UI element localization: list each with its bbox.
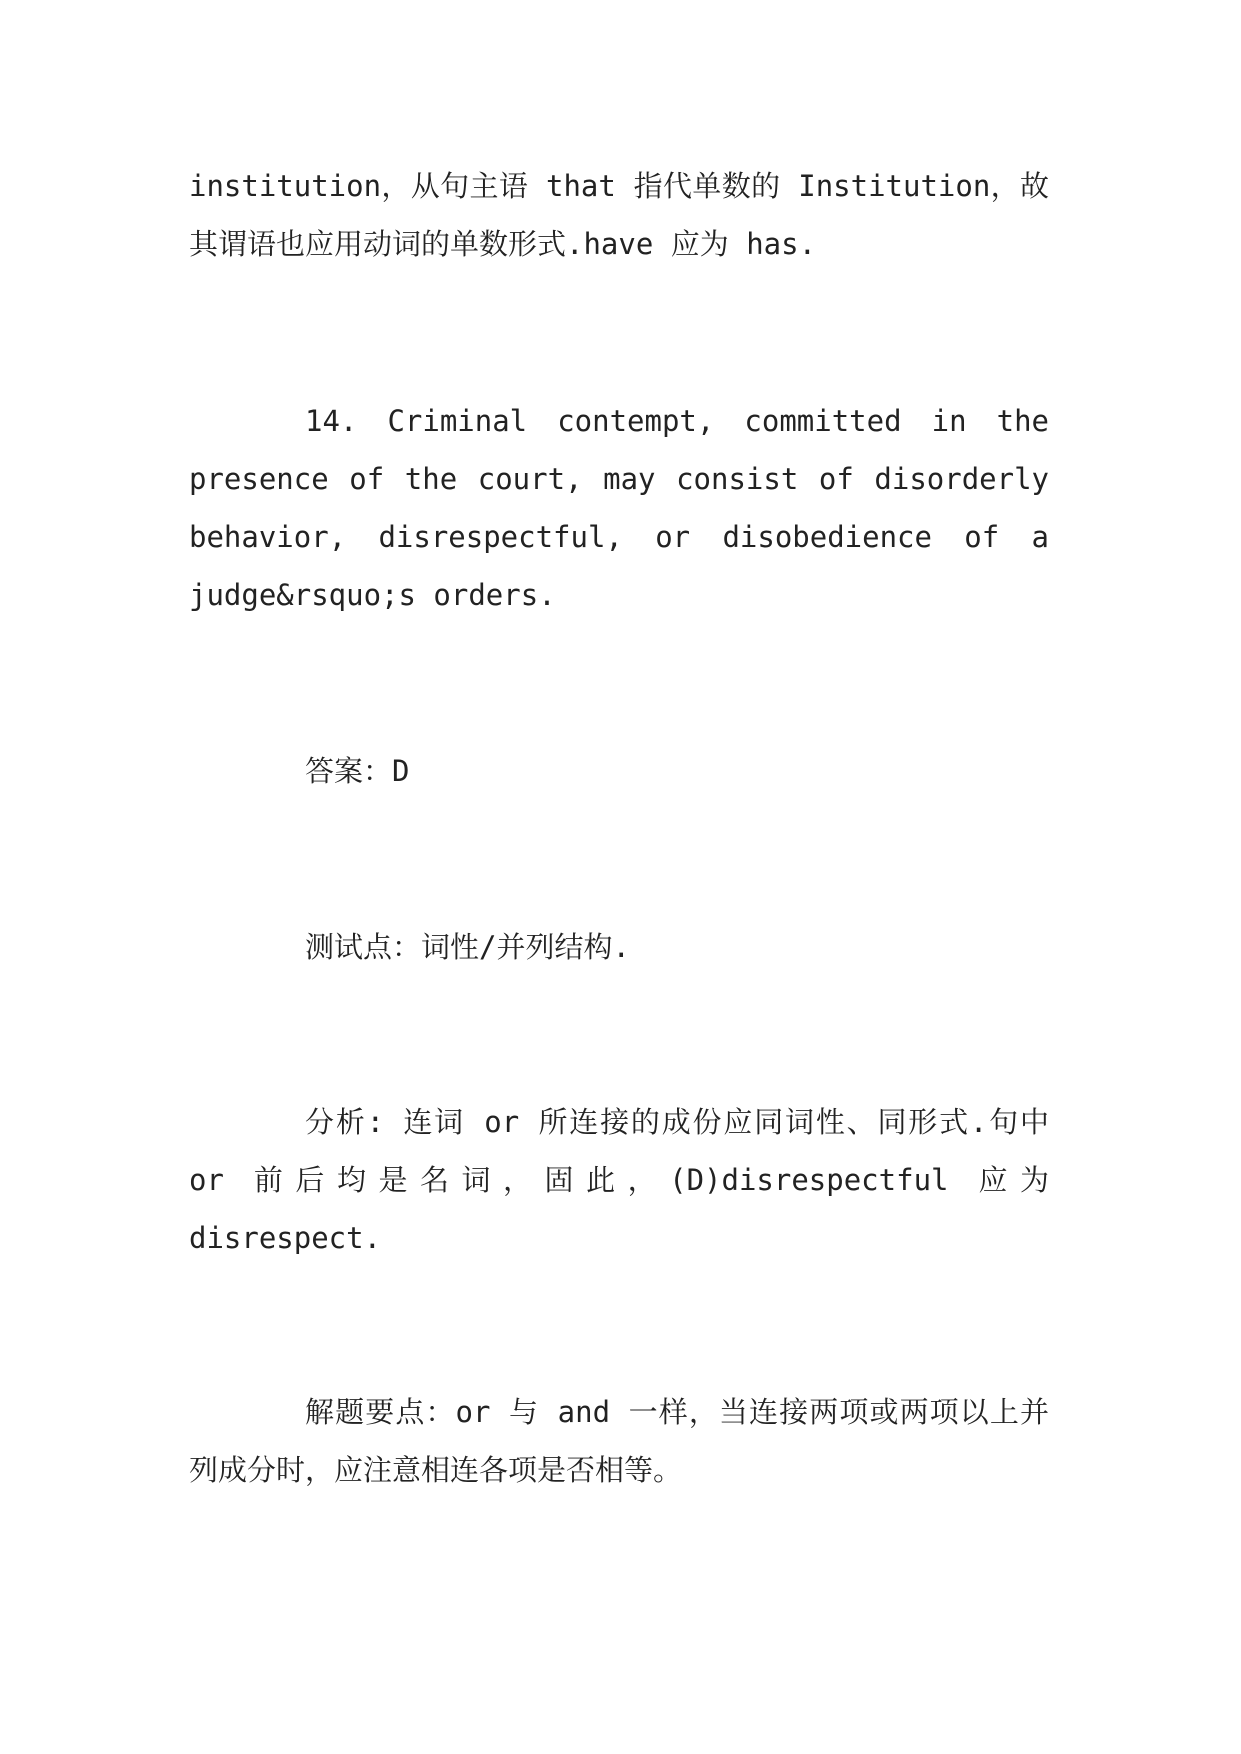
paragraph-test-point: 测试点：词性/并列结构.: [305, 930, 630, 964]
paragraph-analysis: 分析: 连词 or 所连接的成份应同词性、同形式.句中 or 前后均是名词，固此，(D)disrespectful 应为 disrespect.: [189, 1105, 1049, 1255]
paragraph-key-points: 解题要点：or 与 and 一样，当连接两项或两项以上并列成分时，应注意相连各项是否相等。: [189, 1395, 1049, 1487]
paragraph-question-14: 14. Criminal contempt, committed in the presence of the court, may consist of disorderly behavior, disrespectful, or disobedience of a judge&rsquo;s orders.: [189, 404, 1049, 612]
paragraph-answer: 答案：D: [305, 754, 410, 788]
paragraph-continuation: institution，从句主语 that 指代单数的 Institution，故其谓语也应用动词的单数形式.have 应为 has.: [189, 169, 1049, 261]
